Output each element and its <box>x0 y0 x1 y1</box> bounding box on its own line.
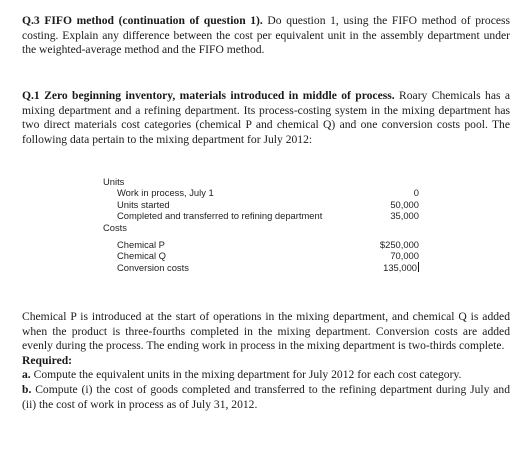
row-value: 135,000 <box>383 261 417 273</box>
row-value: $250,000 <box>379 238 419 250</box>
row-value-with-cursor <box>383 262 419 273</box>
units-heading: Units <box>103 176 125 187</box>
question-1-text: Roary Chemicals has a mixing department and a refining department. Its process-costing system in the mixing department has two direct materials cost categories (chemical P and chemical Q) and one conversion costs pool. The following data pertain to the mixing department for July 2012: <box>22 89 510 146</box>
question-3-heading: Q.3 FIFO method (continuation of question 1). <box>22 14 263 27</box>
row-label: Units started <box>117 198 170 210</box>
row-value: 50,000 <box>390 198 419 210</box>
table-row <box>103 250 419 261</box>
requirement-a <box>22 368 510 383</box>
requirement-a-text: Compute the equivalent units in the mixing department for July 2012 for each cost category. <box>30 368 462 382</box>
process-description: Chemical P is introduced at the start of operations in the mixing department, and chemical Q is added when the product is three-fourths completed in the mixing department. Conversion costs are added evenly during the process. The ending work in process in the mixing department is two-thirds complete. <box>22 310 510 353</box>
text-cursor <box>418 262 419 272</box>
question-3-paragraph <box>22 14 510 58</box>
question-1-paragraph <box>22 89 510 147</box>
requirement-a-label: a. <box>22 368 31 382</box>
row-value: 70,000 <box>390 250 419 262</box>
row-label: Work in process, July 1 <box>117 187 214 199</box>
table-row <box>103 199 419 210</box>
requirement-b-text: Compute (i) the cost of goods completed and transferred to the refining department during July and (ii) the cost of work in process as of July 31, 2012. <box>22 382 510 411</box>
question-3-text: Do question 1, using the FIFO method of process costing. Explain any difference between the cost per equivalent unit in the assembly department under the weighted-average method and the FIFO method. <box>22 14 511 57</box>
row-label: Chemical Q <box>117 250 166 262</box>
units-heading-row <box>103 176 419 187</box>
table-row <box>103 210 419 221</box>
table-row <box>103 262 419 273</box>
required-label: Required: <box>22 353 73 367</box>
table-row <box>103 187 419 198</box>
row-label: Conversion costs <box>117 261 189 273</box>
costs-heading: Costs <box>103 221 127 233</box>
table-row <box>103 239 419 250</box>
costs-heading-row <box>103 222 419 233</box>
row-label: Completed and transferred to refining department <box>117 210 323 222</box>
row-value: 35,000 <box>390 210 419 222</box>
row-value: 0 <box>413 187 419 199</box>
requirement-b-label: b. <box>22 382 32 396</box>
requirement-b <box>22 383 510 412</box>
row-label: Chemical P <box>117 238 165 250</box>
data-table <box>103 176 419 273</box>
question-1-heading: Q.1 Zero beginning inventory, materials introduced in middle of process. <box>22 89 395 102</box>
instructions-section <box>22 310 510 412</box>
